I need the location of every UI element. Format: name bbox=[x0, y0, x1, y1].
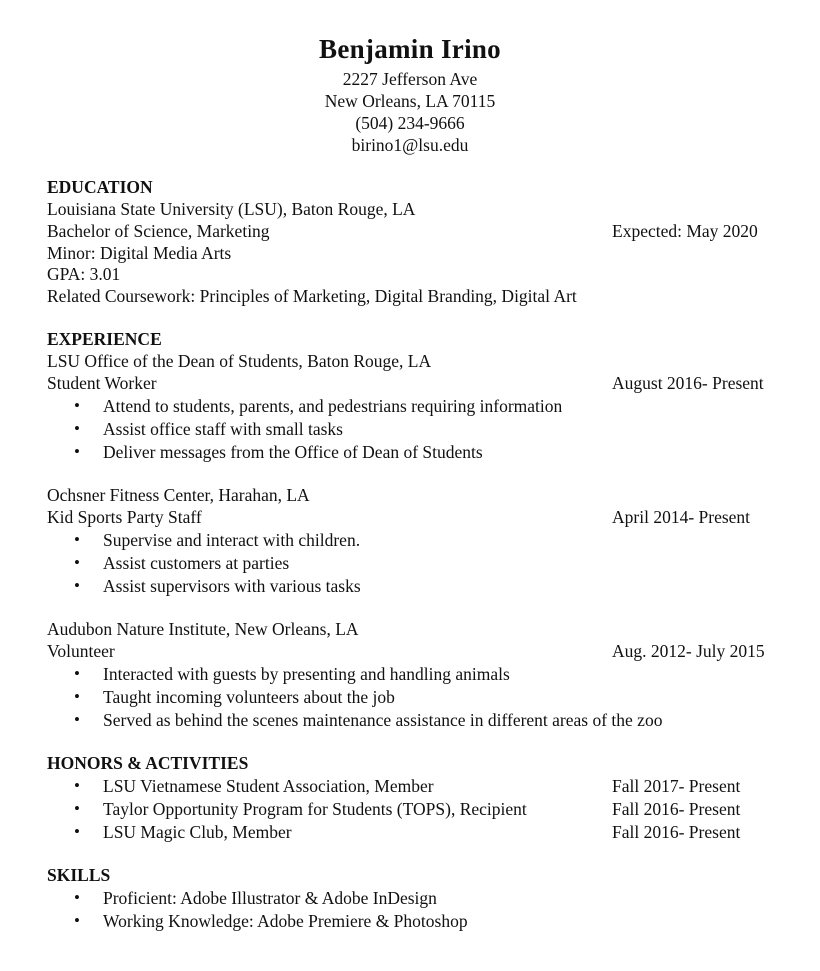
education-heading: EDUCATION bbox=[47, 177, 153, 197]
job-dates: August 2016- Present bbox=[612, 373, 764, 393]
job-org: Ochsner Fitness Center, Harahan, LA bbox=[47, 485, 310, 505]
skill-item: Working Knowledge: Adobe Premiere & Photoshop bbox=[103, 911, 468, 931]
education-expected: Expected: May 2020 bbox=[612, 221, 758, 241]
resume-name: Benjamin Irino bbox=[319, 34, 501, 64]
address-line-2: New Orleans, LA 70115 bbox=[324, 91, 496, 111]
job-bullet: Supervise and interact with children. bbox=[103, 530, 361, 550]
honor-dates: Fall 2016- Present bbox=[612, 822, 741, 842]
honors-heading: HONORS & ACTIVITIES bbox=[47, 753, 249, 773]
honor-dates: Fall 2016- Present bbox=[612, 799, 741, 819]
honor-item: LSU Magic Club, Member bbox=[103, 822, 292, 842]
job-org: LSU Office of the Dean of Students, Baton Rouge, LA bbox=[47, 351, 432, 371]
education-coursework: Related Coursework: Principles of Marketing, Digital Branding, Digital Art bbox=[47, 286, 577, 306]
job-bullet: Assist supervisors with various tasks bbox=[103, 576, 361, 596]
job-dates: Aug. 2012- July 2015 bbox=[612, 641, 765, 661]
bullet-icon: • bbox=[74, 553, 80, 572]
honor-item: LSU Vietnamese Student Association, Member bbox=[103, 776, 434, 796]
bullet-icon: • bbox=[74, 799, 80, 818]
experience-heading: EXPERIENCE bbox=[47, 329, 162, 349]
phone-number: (504) 234-9666 bbox=[355, 113, 465, 133]
job-title: Volunteer bbox=[47, 641, 115, 661]
job-title: Student Worker bbox=[47, 373, 157, 393]
bullet-icon: • bbox=[74, 822, 80, 841]
bullet-icon: • bbox=[74, 530, 80, 549]
education-minor: Minor: Digital Media Arts bbox=[47, 243, 232, 263]
bullet-icon: • bbox=[74, 710, 80, 729]
education-gpa: GPA: 3.01 bbox=[47, 264, 121, 284]
bullet-icon: • bbox=[74, 442, 80, 461]
job-bullet: Served as behind the scenes maintenance assistance in different areas of the zoo bbox=[103, 710, 663, 730]
job-bullet: Assist customers at parties bbox=[103, 553, 290, 573]
job-dates: April 2014- Present bbox=[612, 507, 751, 527]
skills-heading: SKILLS bbox=[47, 865, 111, 885]
skill-item: Proficient: Adobe Illustrator & Adobe InDesign bbox=[103, 888, 437, 908]
bullet-icon: • bbox=[74, 687, 80, 706]
education-degree: Bachelor of Science, Marketing bbox=[47, 221, 270, 241]
honor-dates: Fall 2017- Present bbox=[612, 776, 741, 796]
job-bullet: Assist office staff with small tasks bbox=[103, 419, 343, 439]
bullet-icon: • bbox=[74, 776, 80, 795]
job-bullet: Interacted with guests by presenting and handling animals bbox=[103, 664, 510, 684]
job-org: Audubon Nature Institute, New Orleans, LA bbox=[47, 619, 359, 639]
bullet-icon: • bbox=[74, 576, 80, 595]
education-school: Louisiana State University (LSU), Baton Rouge, LA bbox=[47, 199, 416, 219]
job-bullet: Attend to students, parents, and pedestrians requiring information bbox=[103, 396, 563, 416]
bullet-icon: • bbox=[74, 396, 80, 415]
bullet-icon: • bbox=[74, 911, 80, 930]
address-line-1: 2227 Jefferson Ave bbox=[342, 69, 478, 89]
job-bullet: Taught incoming volunteers about the job bbox=[103, 687, 395, 707]
honor-item: Taylor Opportunity Program for Students (TOPS), Recipient bbox=[103, 799, 527, 819]
job-bullet: Deliver messages from the Office of Dean of Students bbox=[103, 442, 483, 462]
bullet-icon: • bbox=[74, 664, 80, 683]
bullet-icon: • bbox=[74, 888, 80, 907]
job-title: Kid Sports Party Staff bbox=[47, 507, 202, 527]
bullet-icon: • bbox=[74, 419, 80, 438]
email-address: birino1@lsu.edu bbox=[351, 135, 469, 155]
